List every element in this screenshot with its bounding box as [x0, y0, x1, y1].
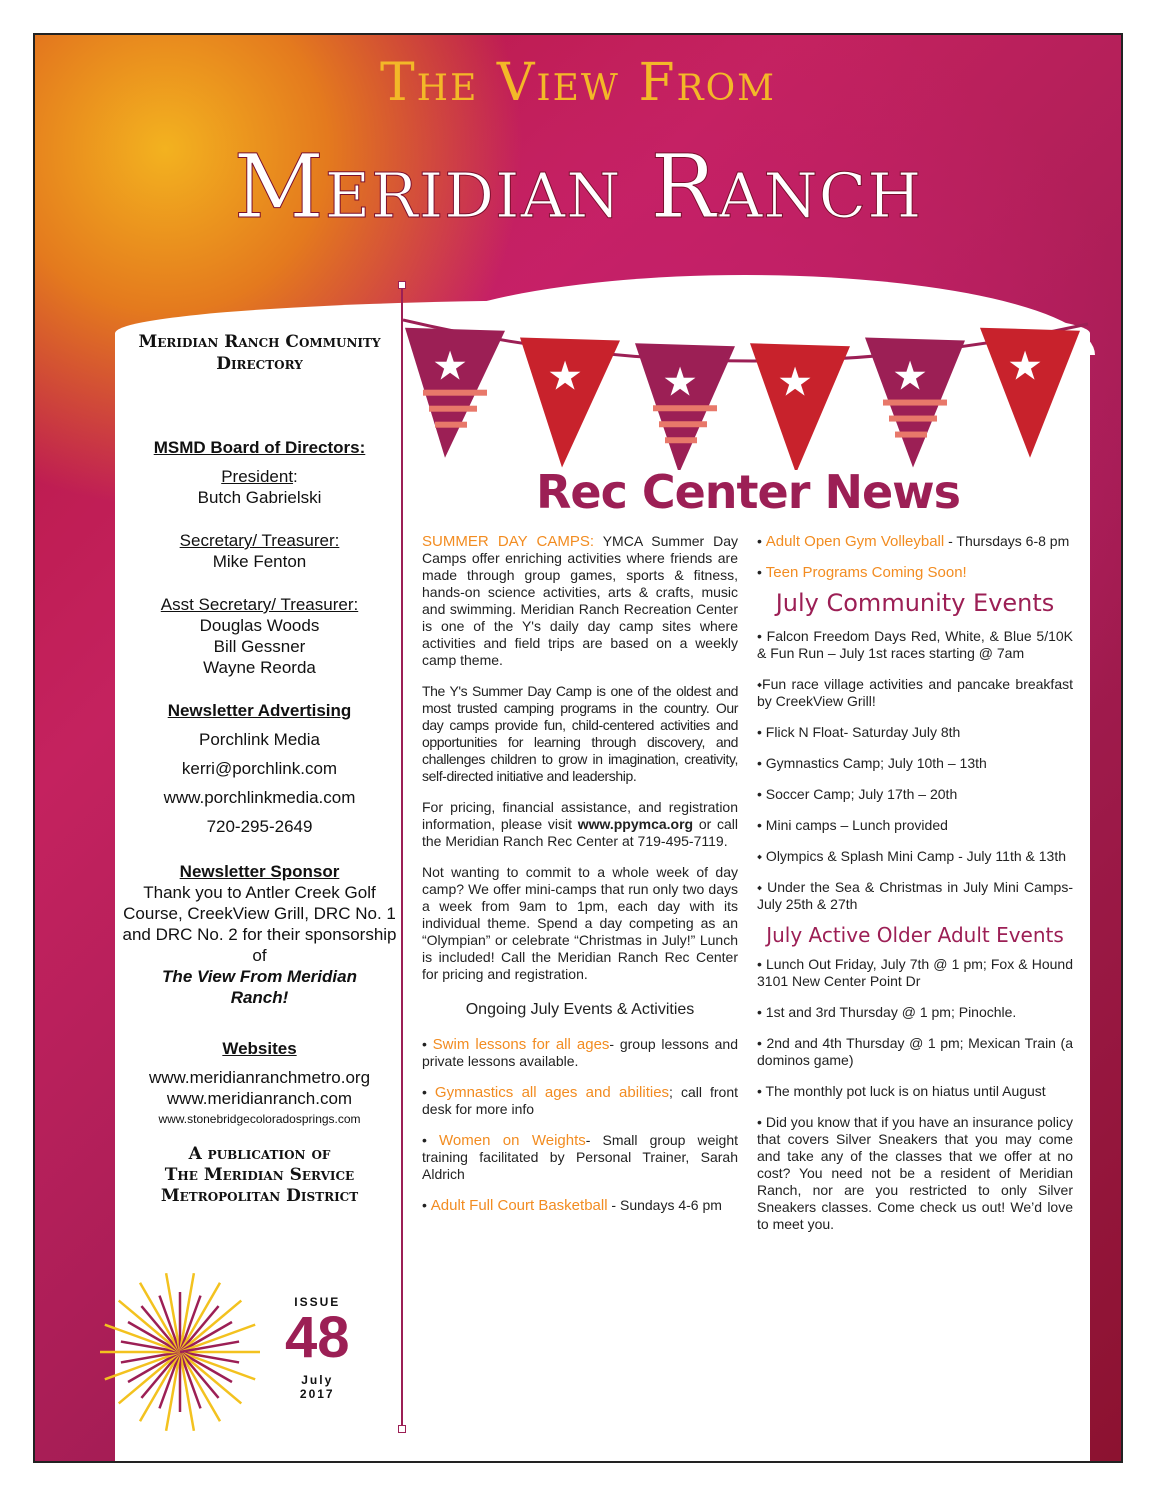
- community-event-item: ⬩Fun race village activities and pancake breakfast by CreekView Grill!: [757, 676, 1073, 709]
- star-icon: ★: [432, 344, 468, 389]
- ongoing-detail: - Thursdays 6-8 pm: [944, 533, 1070, 549]
- pennant-stripe: [435, 422, 467, 428]
- community-event-item: ⬩ Olympics & Splash Mini Camp - July 11th & 13th: [757, 848, 1067, 864]
- ongoing-highlight: Teen Programs Coming Soon!: [765, 564, 967, 581]
- president-name: Butch Gabrielski: [197, 488, 322, 507]
- sponsor-heading: Newsletter Sponsor: [179, 862, 340, 881]
- websites-heading: Websites: [222, 1039, 297, 1058]
- star-icon: ★: [892, 354, 928, 399]
- masthead-line1: The View From: [379, 53, 777, 113]
- adv-email-link[interactable]: kerri@porchlink.com: [181, 759, 338, 778]
- older-event-item: • 2nd and 4th Thursday @ 1 pm; Mexican Train (a dominos game): [757, 1035, 1073, 1068]
- masthead-line2: Meridian Ranch: [233, 135, 923, 238]
- section-title: Rec Center News: [535, 465, 961, 519]
- asst-name: Bill Gessner: [213, 637, 306, 656]
- issue-label: ISSUE: [294, 1295, 341, 1309]
- secretary-label: Secretary/ Treasurer:: [179, 531, 340, 550]
- star-icon: ★: [1007, 344, 1043, 389]
- pennant-stripe: [883, 400, 947, 406]
- adv-company: Porchlink Media: [199, 730, 320, 749]
- pennant-stripe: [889, 416, 937, 422]
- ongoing-item: • Teen Programs Coming Soon!: [757, 564, 967, 581]
- sponsor-text: Thank you to Antler Creek Golf Course, CreekView Grill, DRC No. 1 and DRC No. 2 for their sponsorship of: [122, 883, 397, 965]
- ongoing-item: • Women on Weights- Small group weight training facilitated by Personal Trainer, Sarah Aldrich: [422, 1132, 738, 1182]
- website-link[interactable]: www.meridianranchmetro.org: [148, 1068, 371, 1087]
- star-icon: ★: [777, 360, 813, 405]
- pennant-stripe: [665, 437, 697, 443]
- community-event-item: • Flick N Float- Saturday July 8th: [757, 724, 961, 740]
- publication-line: The Meridian Service: [164, 1165, 355, 1185]
- center-column: [422, 533, 738, 1228]
- ongoing-highlight: Swim lessons for all ages: [432, 1036, 610, 1053]
- star-icon: ★: [547, 354, 583, 399]
- camps-heading: SUMMER DAY CAMPS:: [422, 533, 595, 550]
- website-link[interactable]: www.stonebridgecoloradosprings.com: [158, 1112, 361, 1126]
- community-event-item: • Gymnastics Camp; July 10th – 13th: [757, 755, 987, 771]
- sponsor-publication: The View From Meridian Ranch!: [162, 967, 357, 1007]
- camps-paragraph: YMCA Summer Day Camps offer enriching activities where friends are made through group games, sports & fitness, hands-on science activities, arts & crafts, music and swimming. Meridian Ranch Recreation Center is one of the Y's daily day camp sites where activities and field trips are based on a weekly camp theme.: [422, 533, 739, 668]
- star-icon: ★: [662, 360, 698, 405]
- divider-handle: [398, 1425, 406, 1433]
- pennant-stripe: [895, 432, 927, 438]
- asst-name: Douglas Woods: [199, 616, 320, 635]
- older-heading: July Active Older Adult Events: [766, 923, 1064, 947]
- community-directory: Meridian Ranch Community Directory MSMD Board of Directors: President: Butch Gabrielski Secretary/ Treasurer: Mike Fenton Asst Secretary/ Treasurer: Douglas Woods Bill Gessner Wayne Reorda Newsletter Advertising Porchlink Media kerri@porchlink.com www.porchlinkmedia.com 720-295-2649 Newsletter Sponsor Thank you to Antler Creek Golf Course, CreekView Grill, DRC No. 1 and DRC No. 2 for their sponsorship of The View From Meridian Ranch! Websites www.meridianranchmetro.org www.meridianranch.com www.stonebridgecoloradosprings.com A publication of The Meridian Service Metropolitan District: [117, 325, 402, 1207]
- secretary-name: Mike Fenton: [212, 552, 307, 571]
- newsletter-page: [33, 33, 1123, 1463]
- ongoing-highlight: Women on Weights: [439, 1132, 586, 1149]
- pennant-stripe: [653, 405, 717, 411]
- ongoing-highlight: Adult Full Court Basketball: [430, 1197, 608, 1214]
- directory-title: Meridian Ranch Community Directory: [138, 332, 381, 374]
- bunting-flags-icon: [403, 310, 1093, 470]
- ongoing-item: • Swim lessons for all ages- group lessons and private lessons available.: [422, 1036, 738, 1069]
- pennant-stripe: [429, 406, 477, 412]
- asst-name: Wayne Reorda: [203, 658, 316, 677]
- older-event-item: • Lunch Out Friday, July 7th @ 1 pm; Fox & Hound 3101 New Center Point Dr: [757, 956, 1073, 989]
- ymca-link[interactable]: www.ppymca.org: [577, 816, 694, 832]
- asst-label: Asst Secretary/ Treasurer:: [160, 595, 359, 614]
- board-heading: MSMD Board of Directors:: [153, 438, 366, 457]
- community-event-item: • Soccer Camp; July 17th – 20th: [757, 786, 958, 802]
- camps-paragraph: or call the Meridian Ranch Rec Center at 719-495-7119.: [422, 816, 739, 849]
- issue-badge: [285, 1295, 350, 1401]
- ongoing-detail: - Small group weight training facilitated by Personal Trainer, Sarah Aldrich: [422, 1132, 738, 1182]
- right-column: [757, 533, 1073, 1247]
- adv-phone: 720-295-2649: [206, 817, 313, 836]
- ongoing-item: • Adult Open Gym Volleyball - Thursdays 6-8 pm: [757, 533, 1070, 550]
- community-event-item: • Mini camps – Lunch provided: [757, 817, 948, 833]
- ongoing-highlight: Gymnastics all ages and abilities: [434, 1084, 670, 1101]
- president-label: President: [221, 467, 294, 486]
- ongoing-detail: - Sundays 4-6 pm: [607, 1197, 722, 1213]
- ongoing-highlight: Adult Open Gym Volleyball: [765, 533, 945, 550]
- firework-icon: [80, 1237, 280, 1463]
- divider-handle: [398, 281, 406, 289]
- pennant-stripe: [659, 421, 707, 427]
- publication-line: Metropolitan District: [160, 1186, 359, 1206]
- ongoing-item: • Adult Full Court Basketball - Sundays 4-6 pm: [422, 1197, 722, 1214]
- website-link[interactable]: www.meridianranch.com: [166, 1089, 353, 1108]
- ongoing-heading: Ongoing July Events & Activities: [465, 1001, 695, 1018]
- camps-paragraph: Not wanting to commit to a whole week of day camp? We offer mini-camps that run only two days a week from 9am to 1pm, each day with its individual theme. Spend a day competing as an “Olympian” or celebrate “Christmas in July!” Lunch is included! Call the Meridian Ranch Rec Center for pricing and registration.: [422, 864, 738, 982]
- community-heading: July Community Events: [775, 589, 1055, 617]
- pennant-stripe: [423, 390, 487, 396]
- ongoing-item: • Gymnastics all ages and abilities; call front desk for more info: [422, 1084, 738, 1117]
- adv-website-link[interactable]: www.porchlinkmedia.com: [163, 788, 356, 807]
- ongoing-detail: - group lessons and private lessons available.: [422, 1036, 738, 1069]
- issue-month: July: [301, 1373, 334, 1387]
- older-event-item: • 1st and 3rd Thursday @ 1 pm; Pinochle.: [757, 1004, 1017, 1020]
- ongoing-detail: ; call front desk for more info: [422, 1084, 738, 1117]
- older-event-item: • Did you know that if you have an insurance policy that covers Silver Sneakers that you may come and take any of the classes that we offer at no cost? You need not be a resident of Meridian Ranch, nor are you restricted to only Silver Sneakers classes. Come check us out! We’d love to meet you.: [757, 1114, 1073, 1232]
- issue-year: 2017: [299, 1387, 335, 1401]
- camps-paragraph: For pricing, financial assistance, and registration information, please visit: [422, 799, 738, 832]
- advertising-heading: Newsletter Advertising: [167, 701, 352, 720]
- community-event-item: ⬩ Under the Sea & Christmas in July Mini Camps- July 25th & 27th: [757, 879, 1073, 912]
- issue-number: 48: [285, 1305, 350, 1370]
- publication-line: A publication of: [188, 1144, 331, 1164]
- camps-paragraph: The Y's Summer Day Camp is one of the oldest and most trusted camping programs in the country. Our day camps provide fun, child-centered activities and opportunities for learning through discovery, and challenges children to grow in imagination, creativity, self-directed initiative and leadership.: [422, 683, 738, 784]
- older-event-item: • The monthly pot luck is on hiatus until August: [757, 1083, 1046, 1099]
- community-event-item: • Falcon Freedom Days Red, White, & Blue 5/10K & Fun Run – July 1st races starting @ 7am: [757, 628, 1073, 661]
